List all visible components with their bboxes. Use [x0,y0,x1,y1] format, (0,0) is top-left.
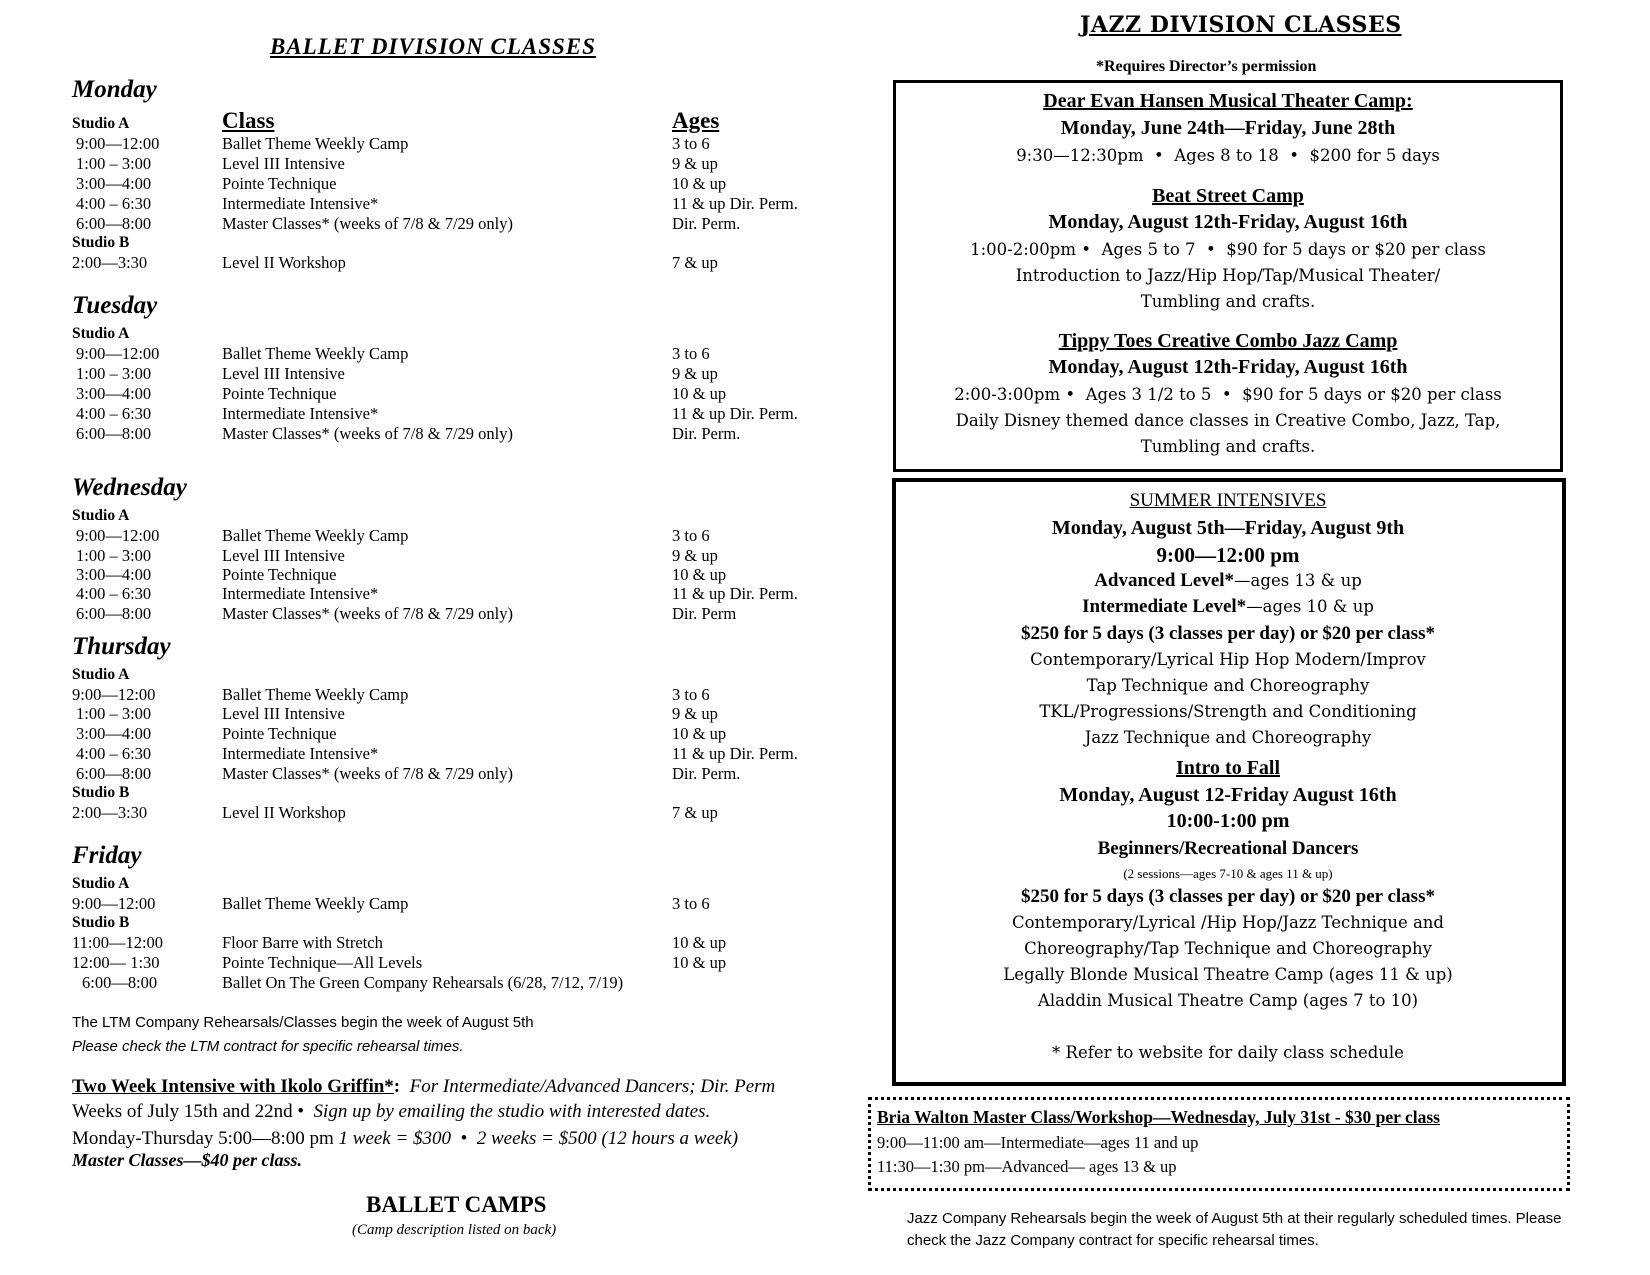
class-row: 1:00 – 3:00 Level III Intensive 9 & up [76,546,718,565]
studio-label: Studio B [72,234,130,251]
intro-fall-classes-4: Aladdin Musical Theatre Camp (ages 7 to 10) [1037,991,1419,1010]
intro-fall-who: Beginners/Recreational Dancers [1097,838,1359,859]
summer-classes-2: Tap Technique and Choreography [1086,676,1370,695]
summer-price: $250 for 5 days (3 classes per day) or $20 per class* [1021,623,1435,644]
two-week-pricing: Monday-Thursday 5:00—8:00 pm 1 week = $300 • 2 weeks = $500 (12 hours a week) [72,1128,739,1149]
tippy-toes-title: Tippy Toes Creative Combo Jazz Camp [1058,330,1398,352]
refer-website-note: * Refer to website for daily class schedule [1052,1043,1404,1062]
beat-street-details: 1:00-2:00pm • Ages 5 to 7 • $90 for 5 days or $20 per class [970,240,1486,259]
summer-advanced: Advanced Level*—ages 13 & up [1094,570,1362,591]
beat-street-dates: Monday, August 12th-Friday, August 16th [1048,211,1408,233]
jazz-title: JAZZ DIVISION CLASSES [1080,12,1402,38]
ballet-camps-subtitle: (Camp description listed on back) [352,1222,557,1238]
studio-label: Studio A [72,875,130,892]
tippy-toes-dates: Monday, August 12th-Friday, August 16th [1048,356,1408,378]
class-row: 6:00—8:00 Master Classes* (weeks of 7/8 & 7/29 only) Dir. Perm. [76,424,741,443]
summer-dates: Monday, August 5th—Friday, August 9th [1051,517,1405,539]
day-thursday: Thursday [72,633,171,660]
beat-street-desc: Introduction to Jazz/Hip Hop/Tap/Musical Theater/ [1015,266,1441,285]
deh-camp-details: 9:30—12:30pm • Ages 8 to 18 • $200 for 5 days [1016,146,1440,165]
day-monday: Monday [72,76,157,103]
summer-classes-4: Jazz Technique and Choreography [1084,728,1372,747]
tippy-toes-desc: Daily Disney themed dance classes in Creative Combo, Jazz, Tap, [955,411,1501,430]
beat-street-title: Beat Street Camp [1152,185,1304,207]
ltm-note-2: Please check the LTM contract for specific rehearsal times. [72,1038,464,1055]
two-week-intensive: Two Week Intensive with Ikolo Griffin*: For Intermediate/Advanced Dancers; Dir. Perm [72,1076,776,1097]
class-row: 6:00—8:00 Master Classes* (weeks of 7/8 & 7/29 only) Dir. Perm. [76,764,741,783]
summer-classes-1: Contemporary/Lyrical Hip Hop Modern/Improv [1030,650,1426,669]
summer-time: 9:00—12:00 pm [1156,543,1300,567]
bria-walton-line-2: 11:30—1:30 pm—Advanced— ages 13 & up [877,1157,1177,1176]
intro-fall-title: Intro to Fall [1175,757,1281,779]
summer-classes-3: TKL/Progressions/Strength and Conditioning [1039,702,1417,721]
master-classes-price: Master Classes—$40 per class. [72,1150,303,1170]
class-row: 6:00—8:00 Ballet On The Green Company Rehearsals (6/28, 7/12, 7/19) [82,973,624,992]
col-ages-header: Ages [672,108,720,133]
day-wednesday: Wednesday [72,474,187,501]
studio-label: Studio A [72,507,130,524]
class-row: 6:00—8:00 Master Classes* (weeks of 7/8 & 7/29 only) Dir. Perm. [76,214,741,233]
day-friday: Friday [72,842,142,869]
class-row: 3:00—4:00 Pointe Technique 10 & up [76,724,727,743]
intro-fall-classes-2: Choreography/Tap Technique and Choreography [1024,939,1432,958]
requires-permission-note: *Requires Director’s permission [1096,58,1317,75]
deh-camp-dates: Monday, June 24th—Friday, June 28th [1060,117,1396,139]
intro-fall-time: 10:00-1:00 pm [1166,810,1290,832]
class-row: 9:00—12:00 Ballet Theme Weekly Camp 3 to 6 [72,685,710,704]
bria-walton-line-1: 9:00—11:00 am—Intermediate—ages 11 and up [877,1133,1199,1152]
studio-label: Studio B [72,914,130,931]
class-row: 2:00—3:30 Level II Workshop 7 & up [72,803,718,822]
intro-fall-sessions: (2 sessions—ages 7-10 & ages 11 & up) [1123,866,1333,881]
class-row: 9:00—12:00 Ballet Theme Weekly Camp 3 to 6 [76,344,710,363]
class-row: 2:00—3:30 Level II Workshop 7 & up [72,253,718,272]
class-row: 12:00— 1:30 Pointe Technique—All Levels 10 & up [72,953,727,972]
intro-fall-classes-1: Contemporary/Lyrical /Hip Hop/Jazz Technique and [1011,913,1444,932]
tippy-toes-desc-2: Tumbling and crafts. [1140,437,1316,456]
beat-street-desc-2: Tumbling and crafts. [1140,292,1316,311]
class-row: 4:00 – 6:30 Intermediate Intensive* 11 & up Dir. Perm. [76,404,798,423]
studio-label: Studio A [72,115,130,132]
class-row: 9:00—12:00 Ballet Theme Weekly Camp 3 to 6 [76,526,710,545]
jazz-company-note: Jazz Company Rehearsals begin the week of August 5th at their regularly scheduled times. Please check the Jazz Company contract for specific rehearsal times. [907,1210,1562,1249]
studio-label: Studio A [72,325,130,342]
col-class-header: Class [222,108,275,133]
class-row: 4:00 – 6:30 Intermediate Intensive* 11 & up Dir. Perm. [76,584,798,603]
ballet-title: BALLET DIVISION CLASSES [270,34,596,59]
class-row: 3:00—4:00 Pointe Technique 10 & up [76,174,727,193]
studio-label: Studio B [72,784,130,801]
class-row: 1:00 – 3:00 Level III Intensive 9 & up [76,364,718,383]
class-row: 1:00 – 3:00 Level III Intensive 9 & up [76,154,718,173]
class-row: 3:00—4:00 Pointe Technique 10 & up [76,565,727,584]
bria-walton-title: Bria Walton Master Class/Workshop—Wednesday, July 31st - $30 per class [877,1107,1440,1127]
intro-fall-price: $250 for 5 days (3 classes per day) or $20 per class* [1021,886,1435,907]
class-row: 6:00—8:00 Master Classes* (weeks of 7/8 & 7/29 only) Dir. Perm [76,604,737,623]
intro-fall-classes-3: Legally Blonde Musical Theatre Camp (ages 11 & up) [1003,965,1453,984]
ltm-note: The LTM Company Rehearsals/Classes begin the week of August 5th [72,1014,534,1031]
class-row: 3:00—4:00 Pointe Technique 10 & up [76,384,727,403]
deh-camp-title: Dear Evan Hansen Musical Theater Camp: [1043,90,1413,112]
class-row: 1:00 – 3:00 Level III Intensive 9 & up [76,704,718,723]
summer-intensives-title: SUMMER INTENSIVES [1129,490,1327,511]
class-row: 4:00 – 6:30 Intermediate Intensive* 11 & up Dir. Perm. [76,744,798,763]
ballet-camps-title: BALLET CAMPS [366,1192,547,1217]
studio-label: Studio A [72,666,130,683]
summer-intermediate: Intermediate Level*—ages 10 & up [1082,596,1374,617]
tippy-toes-details: 2:00-3:00pm • Ages 3 1/2 to 5 • $90 for 5 days or $20 per class [954,385,1502,404]
day-tuesday: Tuesday [72,292,158,319]
intro-fall-dates: Monday, August 12-Friday August 16th [1059,784,1397,806]
class-row: 11:00—12:00 Floor Barre with Stretch 10 & up [72,933,727,952]
class-row: 4:00 – 6:30 Intermediate Intensive* 11 & up Dir. Perm. [76,194,798,213]
two-week-weeks: Weeks of July 15th and 22nd • Sign up by emailing the studio with interested dates. [72,1101,711,1122]
class-row: 9:00—12:00 Ballet Theme Weekly Camp 3 to 6 [72,894,710,913]
class-row: 9:00—12:00 Ballet Theme Weekly Camp 3 to 6 [76,134,710,153]
